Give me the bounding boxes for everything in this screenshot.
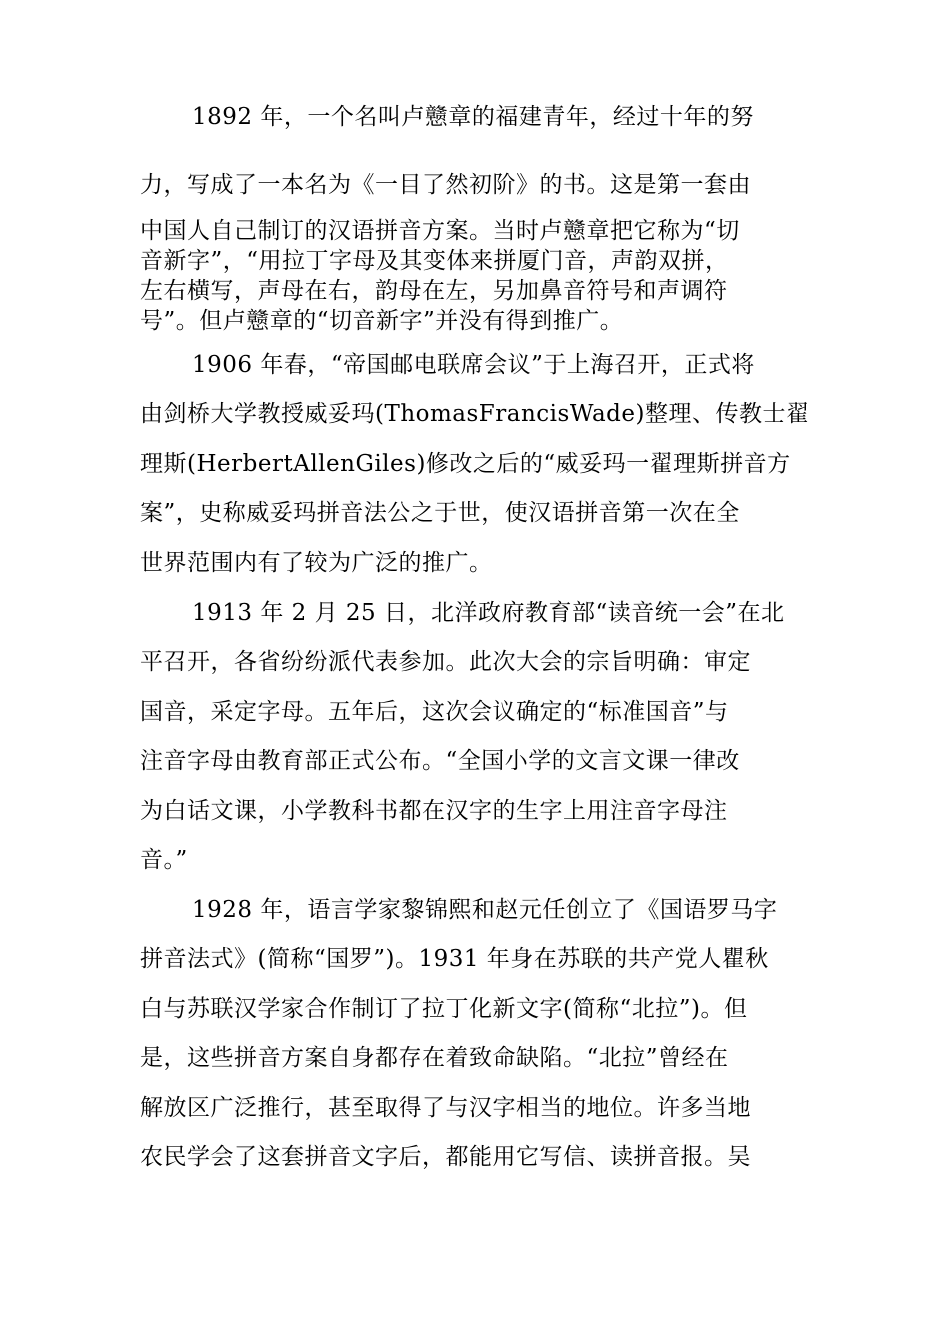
paragraph-4-line-3: 白与苏联汉学家合作制订了拉丁化新文字(简称“北拉”)。但 — [140, 996, 748, 1022]
paragraph-1-line-2: 力，写成了一本名为《一目了然初阶》的书。这是第一套由 — [140, 172, 751, 198]
paragraph-3-line-2: 平召开，各省纷纷派代表参加。此次大会的宗旨明确：审定 — [140, 649, 751, 675]
paragraph-4-line-4: 是，这些拼音方案自身都存在着致命缺陷。“北拉”曾经在 — [140, 1045, 729, 1071]
paragraph-2-line-4: 案”，史称威妥玛拼音法公之于世，使汉语拼音第一次在全 — [140, 500, 740, 526]
paragraph-1-line-3: 中国人自己制订的汉语拼音方案。当时卢戆章把它称为“切 — [140, 218, 740, 244]
paragraph-3-line-5: 为白话文课，小学教科书都在汉字的生字上用注音字母注 — [140, 798, 728, 824]
paragraph-2-line-2: 由剑桥大学教授威妥玛(ThomasFrancisWade)整理、传教士翟 — [140, 401, 810, 427]
paragraph-1-line-5: 左右横写，声母在右，韵母在左，另加鼻音符号和声调符 — [140, 278, 728, 304]
paragraph-4-line-6: 农民学会了这套拼音文字后，都能用它写信、读拼音报。吴 — [140, 1144, 751, 1170]
paragraph-1-line-1: 1892 年，一个名叫卢戆章的福建青年，经过十年的努 — [192, 104, 754, 130]
paragraph-2-line-3: 理斯(HerbertAllenGiles)修改之后的“威妥玛一翟理斯拼音方 — [140, 451, 791, 477]
paragraph-3-line-4: 注音字母由教育部正式公布。“全国小学的文言文课一律改 — [140, 748, 740, 774]
paragraph-2-line-5: 世界范围内有了较为广泛的推广。 — [140, 550, 493, 576]
paragraph-4-line-2: 拼音法式》(简称“国罗”)。1931 年身在苏联的共产党人瞿秋 — [140, 946, 769, 972]
paragraph-2-line-1: 1906 年春，“帝国邮电联席会议”于上海召开，正式将 — [192, 352, 755, 378]
paragraph-3-line-1: 1913 年 2 月 25 日，北洋政府教育部“读音统一会”在北 — [192, 600, 785, 626]
paragraph-4-line-5: 解放区广泛推行，甚至取得了与汉字相当的地位。许多当地 — [140, 1095, 751, 1121]
paragraph-1-line-6: 号”。但卢戆章的“切音新字”并没有得到推广。 — [140, 308, 624, 334]
paragraph-1-line-4: 音新字”，“用拉丁字母及其变体来拼厦门音，声韵双拼， — [140, 248, 729, 274]
paragraph-3-line-6: 音。” — [140, 847, 188, 873]
paragraph-3-line-3: 国音，采定字母。五年后，这次会议确定的“标准国音”与 — [140, 699, 729, 725]
paragraph-4-line-1: 1928 年，语言学家黎锦熙和赵元任创立了《国语罗马字 — [192, 897, 778, 923]
